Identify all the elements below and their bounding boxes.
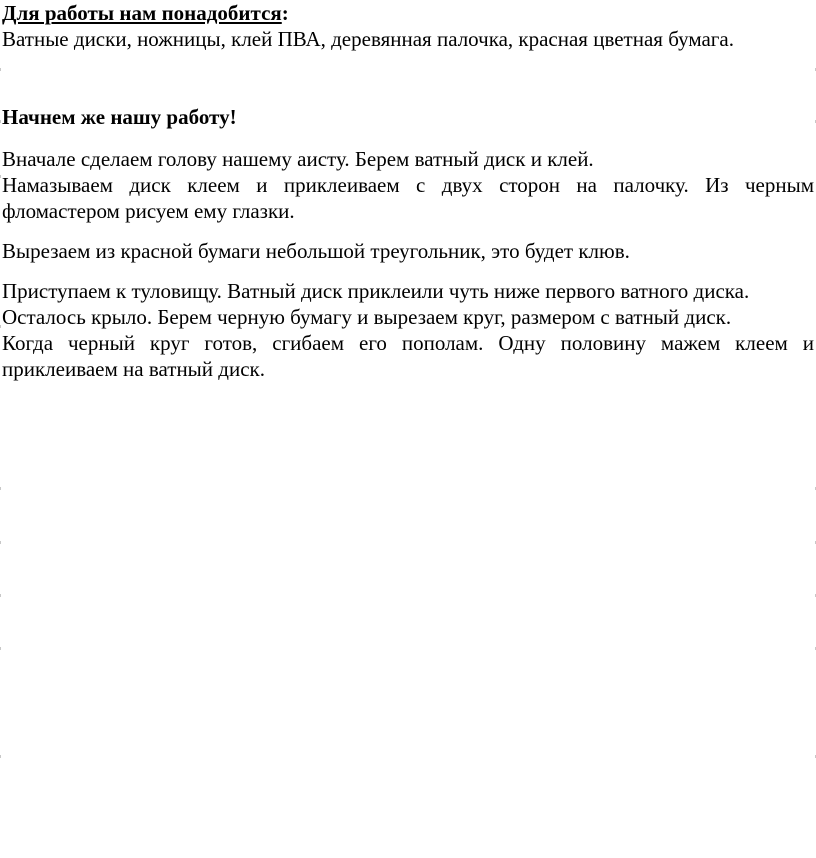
edge-mark <box>0 647 1 650</box>
edge-mark <box>0 325 1 328</box>
step-wing-1: Осталось крыло. Берем черную бумагу и вырезаем круг, размером с ватный диск. <box>2 305 732 329</box>
edge-mark <box>0 755 1 758</box>
edge-mark <box>0 541 1 544</box>
edge-mark <box>0 175 1 178</box>
spacer <box>2 264 814 278</box>
materials-heading-colon: : <box>281 1 289 25</box>
step-body: Приступаем к туловищу. Ватный диск приклеили чуть ниже первого ватного диска. <box>2 279 750 303</box>
spacer <box>2 52 814 104</box>
spacer <box>2 224 814 238</box>
edge-mark <box>0 120 1 123</box>
start-title: Начнем же нашу работу! <box>2 105 237 129</box>
edge-mark <box>0 487 1 490</box>
step-wing-2: Когда черный круг готов, сгибаем его пополам. Одну половину мажем клеем и приклеиваем на ватный диск. <box>2 331 814 381</box>
edge-mark <box>0 594 1 597</box>
step-head-1: Вначале сделаем голову нашему аисту. Берем ватный диск и клей. <box>2 147 594 171</box>
document-page <box>2 0 814 382</box>
materials-heading-text: Для работы нам понадобится <box>2 1 282 25</box>
step-beak: Вырезаем из красной бумаги небольшой треугольник, это будет клюв. <box>2 239 630 263</box>
materials-list: Ватные диски, ножницы, клей ПВА, деревянная палочка, красная цветная бумага. <box>2 27 734 51</box>
edge-mark <box>0 68 1 71</box>
step-head-2: Намазываем диск клеем и приклеиваем с двух сторон на палочку. Из черным фломастером рисуем ему глазки. <box>2 173 814 223</box>
spacer <box>2 130 814 146</box>
materials-heading <box>2 0 814 26</box>
